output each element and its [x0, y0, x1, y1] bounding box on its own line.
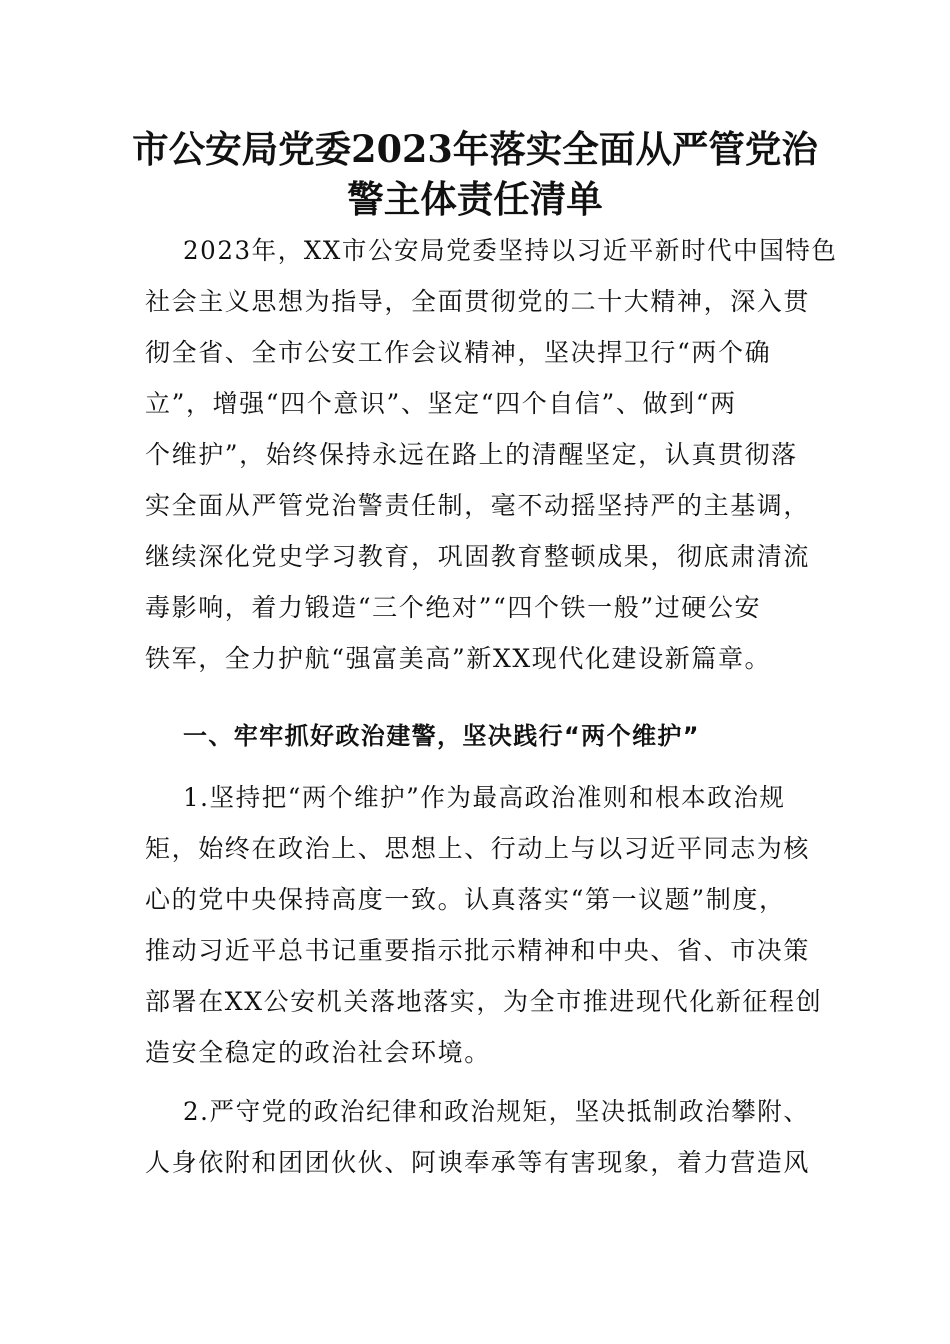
item-1-line-3: 心的党中央保持高度一致。认真落实“第一议题”制度，	[145, 885, 786, 914]
intro-line-4: 立”，增强“四个意识”、坚定“四个自信”、做到“两	[145, 389, 737, 418]
document-title-line-1: 市公安局党委2023年落实全面从严管党治	[132, 127, 818, 171]
intro-line-6: 实全面从严管党治警责任制，毫不动摇坚持严的主基调，	[145, 491, 811, 520]
item-2-line-2: 人身依附和团团伙伙、阿谀奉承等有害现象，着力营造风	[145, 1148, 811, 1177]
intro-line-8: 毒影响，着力锻造“三个绝对”“四个铁一般”过硬公安	[145, 593, 762, 622]
intro-line-1: 2023年，XX市公安局党委坚持以习近平新时代中国特色	[183, 236, 838, 265]
intro-line-5: 个维护”，始终保持永远在路上的清醒坚定，认真贯彻落	[145, 440, 798, 469]
section-1-heading: 一、牢牢抓好政治建警，坚决践行“两个维护”	[183, 722, 700, 750]
item-1-line-6: 造安全稳定的政治社会环境。	[145, 1038, 491, 1067]
item-1-line-5: 部署在XX公安机关落地落实，为全市推进现代化新征程创	[145, 987, 823, 1016]
intro-line-3: 彻全省、全市公安工作会议精神，坚决捍卫行“两个确	[145, 338, 772, 367]
document-title-line-2: 警主体责任清单	[347, 177, 603, 221]
item-2-line-1: 2.严守党的政治纪律和政治规矩，坚决抵制政治攀附、	[183, 1097, 810, 1126]
intro-line-2: 社会主义思想为指导，全面贯彻党的二十大精神，深入贯	[145, 287, 811, 316]
intro-line-7: 继续深化党史学习教育，巩固教育整顿成果，彻底肃清流	[145, 542, 811, 571]
intro-line-9: 铁军，全力护航“强富美高”新XX现代化建设新篇章。	[145, 644, 772, 673]
item-1-line-4: 推动习近平总书记重要指示批示精神和中央、省、市决策	[145, 936, 811, 965]
item-1-line-1: 1.坚持把“两个维护”作为最高政治准则和根本政治规	[183, 783, 786, 812]
item-1-line-2: 矩，始终在政治上、思想上、行动上与以习近平同志为核	[145, 834, 811, 863]
